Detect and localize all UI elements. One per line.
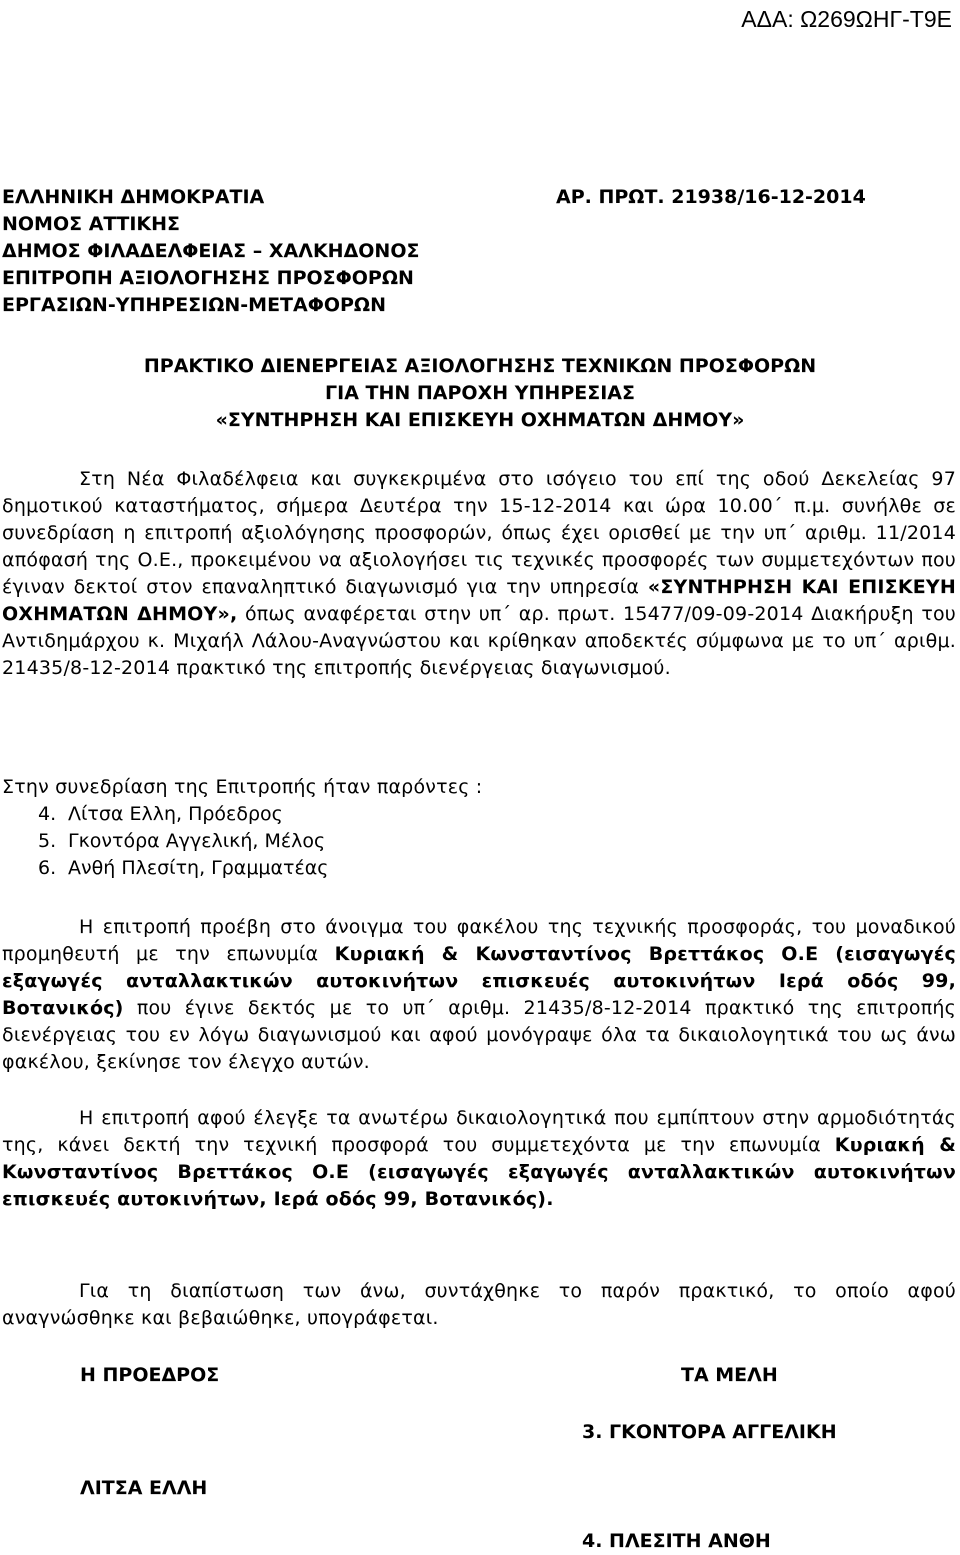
header-line: ΕΛΛΗΝΙΚΗ ΔΗΜΟΚΡΑΤΙΑ xyxy=(2,186,265,208)
president-name: ΛΙΤΣΑ ΕΛΛΗ xyxy=(80,1477,208,1499)
supplier-name: Κυριακή & Κωνσταντίνος Βρεττάκος Ο.Ε (εισαγωγές εξαγωγές ανταλλακτικών αυτοκινήτων επισκευές αυτοκινήτων, Ιερά οδός 99, Βοτανικός). xyxy=(2,1134,956,1210)
acceptance-paragraph xyxy=(2,1105,956,1213)
opening-text-cont: που έγινε δεκτός με το υπ΄ αριθμ. 21435/8-12-2014 πρακτικό της επιτροπής διενέργειας του εν λόγω διαγωνισμού και αφού μονόγραψε όλα τα δικαιολογητικά του ως άνω φακέλου, ξεκίνησε τον έλεγχο αυτών. xyxy=(2,997,956,1073)
list-item: 4. Λίτσα Ελλη, Πρόεδρος xyxy=(38,803,283,825)
title-line: ΓΙΑ ΤΗΝ ΠΑΡΟΧΗ ΥΠΗΡΕΣΙΑΣ xyxy=(325,382,635,404)
protocol-number: ΑΡ. ΠΡΩΤ. 21938/16-12-2014 xyxy=(556,186,866,208)
intro-text: Στη Νέα Φιλαδέλφεια και συγκεκριμένα στο ισόγειο του επί της οδού Δεκελείας 97 δημοτικού καταστήματος, σήμερα Δευτέρα την 15-12-2014 και ώρα 10.00΄ π.μ. συνήλθε σε συνεδρίαση η επιτροπή αξιολόγησης προσφορών, όπως έχει ορισθεί με την υπ΄ αριθμ. 11/2014 απόφασή της Ο.Ε., προκειμένου να αξιολογήσει τις τεχνικές προσφορές των συμμετεχόντων που έγιναν δεκτοί στον επαναληπτικό διαγωνισμό για την υπηρεσία xyxy=(2,468,956,598)
header-line: ΕΠΙΤΡΟΠΗ ΑΞΙΟΛΟΓΗΣΗΣ ΠΡΟΣΦΟΡΩΝ xyxy=(2,267,414,289)
title-line: ΠΡΑΚΤΙΚΟ ΔΙΕΝΕΡΓΕΙΑΣ ΑΞΙΟΛΟΓΗΣΗΣ ΤΕΧΝΙΚΩΝ ΠΡΟΣΦΟΡΩΝ xyxy=(143,355,817,377)
acceptance-text: Η επιτροπή αφού έλεγξε τα ανωτέρω δικαιολογητικά που εμπίπτουν στην αρμοδιότητάς της, κάνει δεκτή την τεχνική προσφορά του συμμετεχόντα με την επωνυμία xyxy=(2,1107,956,1156)
header-line: ΕΡΓΑΣΙΩΝ-ΥΠΗΡΕΣΙΩΝ-ΜΕΤΑΦΟΡΩΝ xyxy=(2,294,386,316)
closing-paragraph xyxy=(2,1278,956,1332)
opening-paragraph xyxy=(2,914,956,1076)
members-title: ΤΑ ΜΕΛΗ xyxy=(681,1364,778,1386)
member-signature: 3. ΓΚΟΝΤΟΡΑ ΑΓΓΕΛΙΚΗ xyxy=(582,1421,837,1443)
title-line: «ΣΥΝΤΗΡΗΣΗ ΚΑΙ ΕΠΙΣΚΕΥΗ ΟΧΗΜΑΤΩΝ ΔΗΜΟΥ» xyxy=(215,409,745,431)
president-title: Η ΠΡΟΕΔΡΟΣ xyxy=(80,1364,220,1386)
attendance-heading: Στην συνεδρίαση της Επιτροπής ήταν παρόντες : xyxy=(2,776,483,798)
header-line: ΝΟΜΟΣ ΑΤΤΙΚΗΣ xyxy=(2,213,181,235)
document-title xyxy=(30,353,930,434)
list-item: 5. Γκοντόρα Αγγελική, Μέλος xyxy=(38,830,326,852)
ada-code: ΑΔΑ: Ω269ΩΗΓ-Τ9Ε xyxy=(741,6,952,32)
opening-text: Η επιτροπή προέβη στο άνοιγμα του φακέλου της τεχνικής προσφοράς, του μοναδικού προμηθευτή με την επωνυμία xyxy=(2,916,956,965)
header-line: ΔΗΜΟΣ ΦΙΛΑΔΕΛΦΕΙΑΣ – ΧΑΛΚΗΔΟΝΟΣ xyxy=(2,240,420,262)
intro-paragraph xyxy=(2,466,956,682)
supplier-name: Κυριακή & Κωνσταντίνος Βρεττάκος Ο.Ε (εισαγωγές εξαγωγές ανταλλακτικών αυτοκινήτων επισκευές αυτοκινήτων Ιερά οδός 99, Βοτανικός) xyxy=(2,943,956,1019)
issuer-header xyxy=(2,184,419,319)
service-name: «ΣΥΝΤΗΡΗΣΗ ΚΑΙ ΕΠΙΣΚΕΥΗ ΟΧΗΜΑΤΩΝ ΔΗΜΟΥ», xyxy=(2,576,956,625)
intro-text-cont: όπως αναφέρεται στην υπ΄ αρ. πρωτ. 15477/09-09-2014 Διακήρυξη του Αντιδημάρχου κ. Μιχαήλ Λάλου-Αναγνώστου και κρίθηκαν αποδεκτές σύμφωνα με το υπ΄ αριθμ. 21435/8-12-2014 πρακτικό της επιτροπής διενέργειας διαγωνισμού. xyxy=(2,603,956,679)
member-signature: 4. ΠΛΕΣΙΤΗ ΑΝΘΗ xyxy=(582,1530,771,1552)
closing-text: Για τη διαπίστωση των άνω, συντάχθηκε το παρόν πρακτικό, το οποίο αφού αναγνώσθηκε και βεβαιώθηκε, υπογράφεται. xyxy=(2,1280,956,1329)
list-item: 6. Ανθή Πλεσίτη, Γραμματέας xyxy=(38,857,329,879)
attendance-list xyxy=(38,801,328,882)
